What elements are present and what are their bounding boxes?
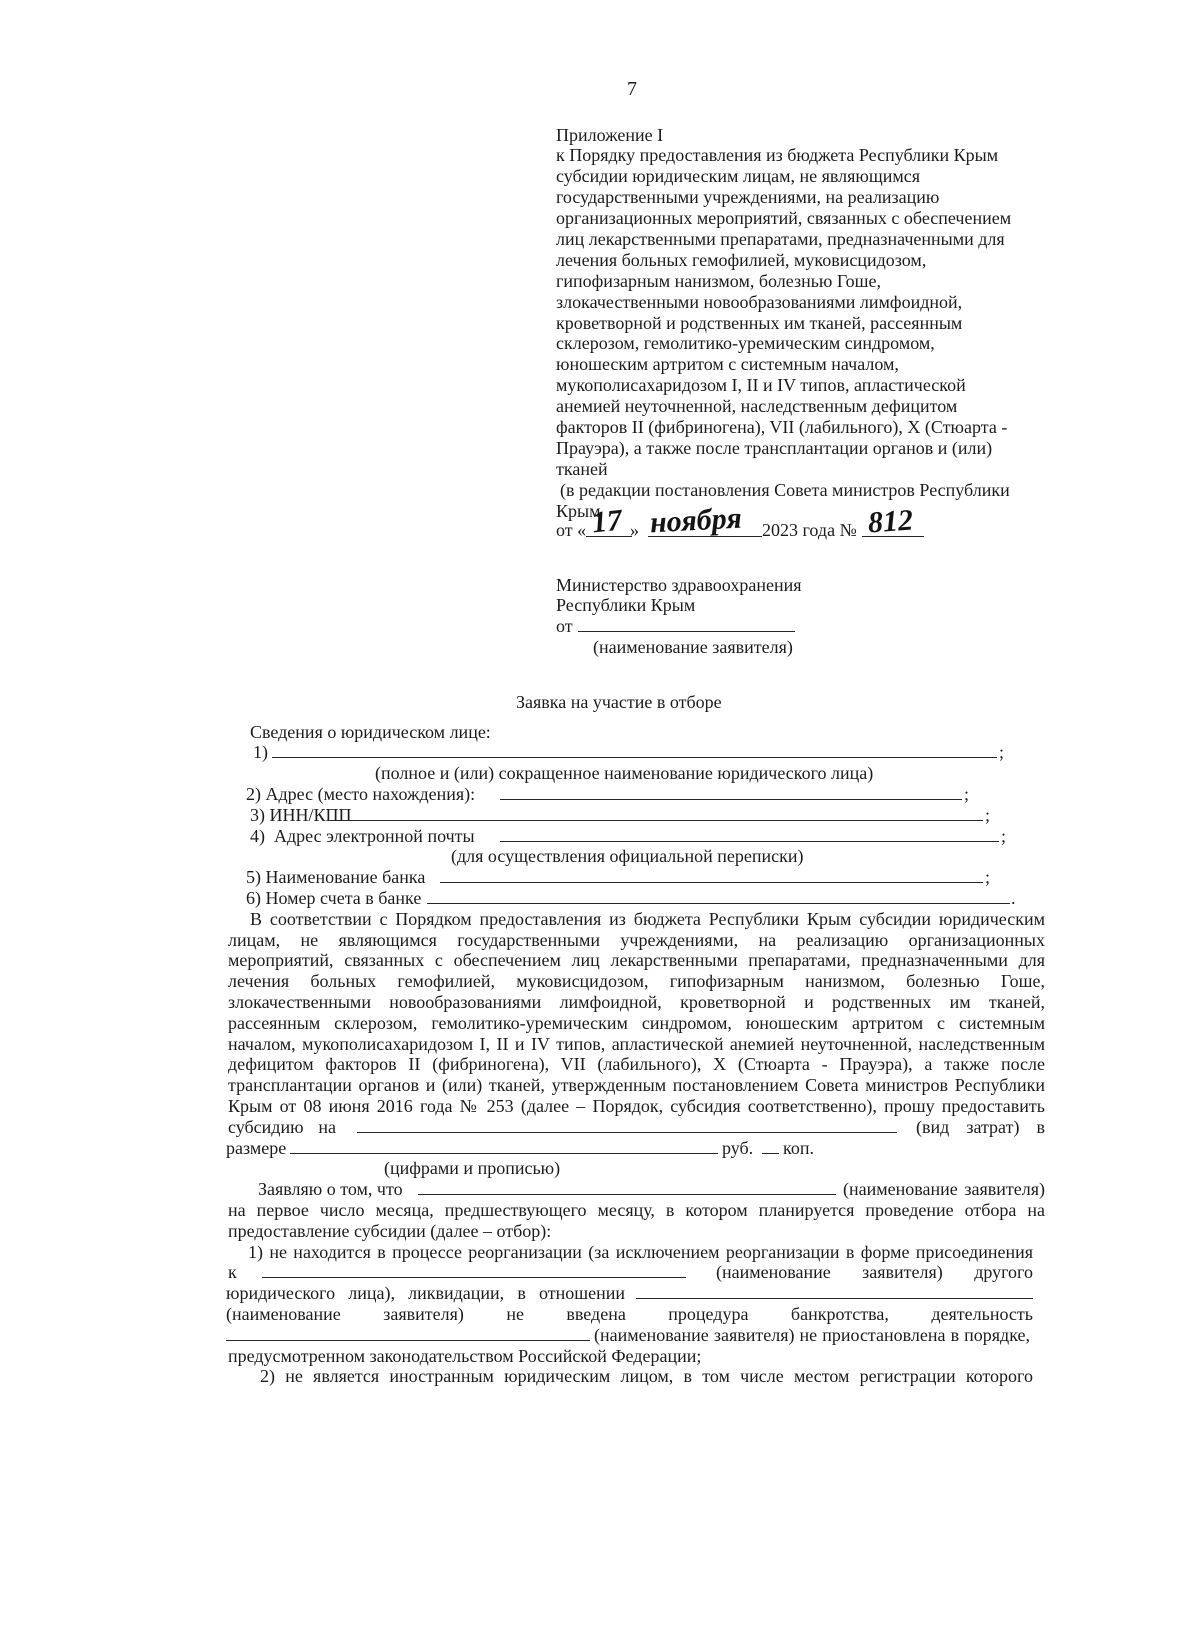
date-month-handwritten: ноября bbox=[649, 501, 743, 540]
application-form bbox=[0, 722, 1200, 1388]
form-line bbox=[0, 722, 1200, 743]
body-line bbox=[0, 1054, 1200, 1075]
body-line bbox=[0, 1283, 1200, 1304]
declaration-suffix: (наименование заявителя) bbox=[843, 1179, 1045, 1200]
date-day-handwritten: 17 bbox=[590, 503, 624, 540]
body-text: В соответствии с Порядком предоставления из бюджета Республики Крым субсидии юридическим bbox=[250, 908, 1045, 929]
body-line bbox=[0, 1117, 1200, 1138]
address-blank bbox=[500, 784, 962, 800]
body-line bbox=[0, 930, 1200, 951]
date-close-quote: » bbox=[630, 520, 639, 540]
applicant-name-blank bbox=[578, 616, 795, 632]
item-4-caption: (для осуществления официальной переписки) bbox=[451, 846, 804, 867]
declaration-applicant-blank bbox=[418, 1179, 836, 1195]
body-line bbox=[0, 1242, 1200, 1263]
item-3-label: 3) ИНН/КПП bbox=[250, 804, 352, 825]
body-line bbox=[0, 1075, 1200, 1096]
amount-caption: (цифрами и прописью) bbox=[384, 1158, 561, 1179]
body-line bbox=[0, 1013, 1200, 1034]
form-line bbox=[0, 826, 1200, 847]
appendix-line: (в редакции постановления Совета министров Республики bbox=[560, 479, 1010, 500]
item-4-end: ; bbox=[1001, 825, 1007, 846]
condition-1-to-label: к bbox=[228, 1262, 237, 1283]
amount-label: размере bbox=[226, 1137, 287, 1158]
suspension-applicant-blank bbox=[226, 1325, 590, 1341]
body-text: на первое число месяца, предшествующего месяцу, в котором планируется проведение отбора на bbox=[228, 1199, 1045, 1220]
item-6-label: 6) Номер счета в банке bbox=[246, 887, 422, 908]
date-prefix: от « bbox=[556, 520, 587, 540]
form-line bbox=[0, 784, 1200, 805]
item-2-label: 2) Адрес (место нахождения): bbox=[246, 783, 476, 804]
liquidation-applicant-blank bbox=[636, 1283, 1033, 1299]
addressee-region: Республики Крым bbox=[556, 595, 696, 616]
declaration-label: Заявляю о том, что bbox=[258, 1179, 403, 1200]
date-month-blank bbox=[648, 501, 762, 540]
body-line bbox=[0, 992, 1200, 1013]
appendix-line: Крым bbox=[556, 500, 601, 521]
subsidy-purpose-label: субсидию на bbox=[228, 1116, 336, 1137]
kop-label: коп. bbox=[783, 1137, 814, 1158]
legal-entity-heading: Сведения о юридическом лице: bbox=[250, 721, 491, 742]
item-5-end: ; bbox=[985, 867, 991, 888]
account-number-blank bbox=[427, 888, 1010, 904]
condition-1-to-suffix: (наименование заявителя) другого bbox=[716, 1262, 1033, 1283]
item-1-caption: (полное и (или) сокращенное наименование юридического лица) bbox=[375, 763, 874, 784]
form-line bbox=[0, 846, 1200, 867]
appendix-line: юношеским артритом с системным началом, bbox=[556, 354, 899, 375]
body-text: злокачественными новообразованиями лимфоидной, кроветворной и родственных им тканей, bbox=[228, 991, 1045, 1012]
form-line bbox=[0, 888, 1200, 909]
condition-1-bankruptcy: (наименование заявителя) не введена процедура банкротства, деятельность bbox=[226, 1303, 1033, 1324]
item-1-label: 1) bbox=[253, 742, 268, 763]
resolution-number-handwritten: 812 bbox=[866, 503, 915, 540]
appendix-line: злокачественными новообразованиями лимфоидной, bbox=[556, 291, 963, 312]
condition-1-liquidation: юридического лица), ликвидации, в отношении bbox=[226, 1283, 625, 1304]
form-line bbox=[0, 867, 1200, 888]
body-line bbox=[0, 1096, 1200, 1117]
form-line bbox=[0, 805, 1200, 826]
condition-1-law: предусмотренном законодательством Российской Федерации; bbox=[228, 1345, 702, 1366]
appendix-line: кроветворной и родственных им тканей, рассеянным bbox=[556, 312, 963, 333]
appendix-header bbox=[556, 125, 1011, 522]
amount-blank bbox=[290, 1138, 718, 1154]
body-text: Крым от 08 июня 2016 года № 253 (далее – Порядок, субсидия соответственно), прошу предоставить bbox=[228, 1095, 1045, 1116]
appendix-line: Приложение I bbox=[556, 124, 664, 145]
body-text: предоставление субсидии (далее – отбор): bbox=[228, 1220, 552, 1241]
body-line bbox=[0, 1138, 1200, 1159]
item-3-end: ; bbox=[985, 804, 991, 825]
date-day-blank bbox=[586, 503, 632, 540]
rub-label: руб. bbox=[722, 1137, 754, 1158]
item-1-end: ; bbox=[999, 742, 1005, 763]
condition-1-text: 1) не находится в процессе реорганизации (за исключением реорганизации в форме присоединения bbox=[248, 1241, 1033, 1262]
item-6-end: . bbox=[1011, 887, 1016, 908]
body-line bbox=[0, 1158, 1200, 1179]
condition-2-text: 2) не является иностранным юридическим лицом, в том числе местом регистрации которого bbox=[260, 1366, 1033, 1387]
body-line bbox=[0, 1034, 1200, 1055]
addressee-from-line bbox=[556, 616, 802, 637]
form-line bbox=[0, 763, 1200, 784]
merging-entity-blank bbox=[262, 1262, 686, 1278]
body-line bbox=[0, 1221, 1200, 1242]
document-title: Заявка на участие в отборе bbox=[516, 691, 722, 712]
body-line bbox=[0, 1325, 1200, 1346]
item-2-end: ; bbox=[964, 783, 970, 804]
appendix-line: субсидии юридическим лицам, не являющимся bbox=[556, 166, 920, 187]
appendix-line: мукополисахаридозом I, II и IV типов, апластической bbox=[556, 375, 966, 396]
body-text: трансплантации органов и (или) тканей, утвержденным постановлением Совета министров Республики bbox=[228, 1075, 1045, 1096]
subsidy-purpose-suffix: (вид затрат) в bbox=[916, 1116, 1045, 1137]
body-line bbox=[0, 1262, 1200, 1283]
addressee-ministry: Министерство здравоохранения bbox=[556, 574, 802, 595]
bank-name-blank bbox=[440, 867, 983, 883]
body-line bbox=[0, 1346, 1200, 1367]
appendix-line: тканей bbox=[556, 458, 608, 479]
item-5-label: 5) Наименование банка bbox=[246, 867, 426, 888]
expense-type-blank bbox=[357, 1117, 897, 1133]
body-text: лицам, не являющимся государственными учреждениями, на реализацию организационных bbox=[228, 929, 1045, 950]
body-line bbox=[0, 909, 1200, 930]
from-label: от bbox=[556, 616, 573, 637]
appendix-line: Прауэра), а также после трансплантации органов и (или) bbox=[556, 437, 993, 458]
body-line bbox=[0, 1304, 1200, 1325]
appendix-line: склерозом, гемолитико-уремическим синдромом, bbox=[556, 333, 935, 354]
appendix-line: гипофизарным нанизмом, болезнью Гоше, bbox=[556, 270, 882, 291]
item-4-label: 4) Адрес электронной почты bbox=[250, 825, 475, 846]
appendix-line: организационных мероприятий, связанных с обеспечением bbox=[556, 208, 1012, 229]
kopecks-blank bbox=[762, 1138, 779, 1154]
body-line bbox=[0, 950, 1200, 971]
appendix-line: анемией неуточненной, наследственным дефицитом bbox=[556, 396, 958, 417]
appendix-line: к Порядку предоставления из бюджета Республики Крым bbox=[556, 145, 999, 166]
resolution-number-blank bbox=[862, 503, 924, 540]
appendix-line: лечения больных гемофилией, муковисцидозом, bbox=[556, 249, 927, 270]
date-year-text: 2023 года № bbox=[762, 520, 857, 540]
inn-kpp-blank bbox=[330, 805, 983, 821]
body-text: лечения больных гемофилией, муковисцидозом, гипофизарным нанизмом, болезнью Гоше, bbox=[228, 971, 1045, 992]
body-text: мероприятий, связанных с обеспечением лиц лекарственными препаратами, предназначенными для bbox=[228, 950, 1045, 971]
body-text: рассеянным склерозом, гемолитико-уремическим синдромом, юношеским артритом с системным bbox=[228, 1012, 1045, 1033]
appendix-line: факторов II (фибриногена), VII (лабильного), X (Стюарта - bbox=[556, 416, 1008, 437]
from-caption: (наименование заявителя) bbox=[593, 637, 793, 658]
appendix-line: государственными учреждениями, на реализацию bbox=[556, 187, 940, 208]
entity-name-blank bbox=[272, 742, 997, 758]
page-number: 7 bbox=[627, 78, 637, 100]
body-line bbox=[0, 1200, 1200, 1221]
addressee-block bbox=[556, 575, 802, 659]
body-line bbox=[0, 1179, 1200, 1200]
form-line bbox=[0, 742, 1200, 763]
email-blank bbox=[500, 826, 999, 842]
appendix-line: лиц лекарственными препаратами, предназначенными для bbox=[556, 228, 1005, 249]
condition-1-suspension: (наименование заявителя) не приостановлена в порядке, bbox=[594, 1324, 1030, 1345]
body-line bbox=[0, 971, 1200, 992]
body-text: дефицитом факторов II (фибриногена), VII (лабильного), X (Стюарта - Прауэра), а также после bbox=[228, 1054, 1045, 1075]
body-line bbox=[0, 1366, 1200, 1387]
body-text: началом, мукополисахаридозом I, II и IV типов, апластической анемией неуточненной, наследственным bbox=[228, 1033, 1045, 1054]
